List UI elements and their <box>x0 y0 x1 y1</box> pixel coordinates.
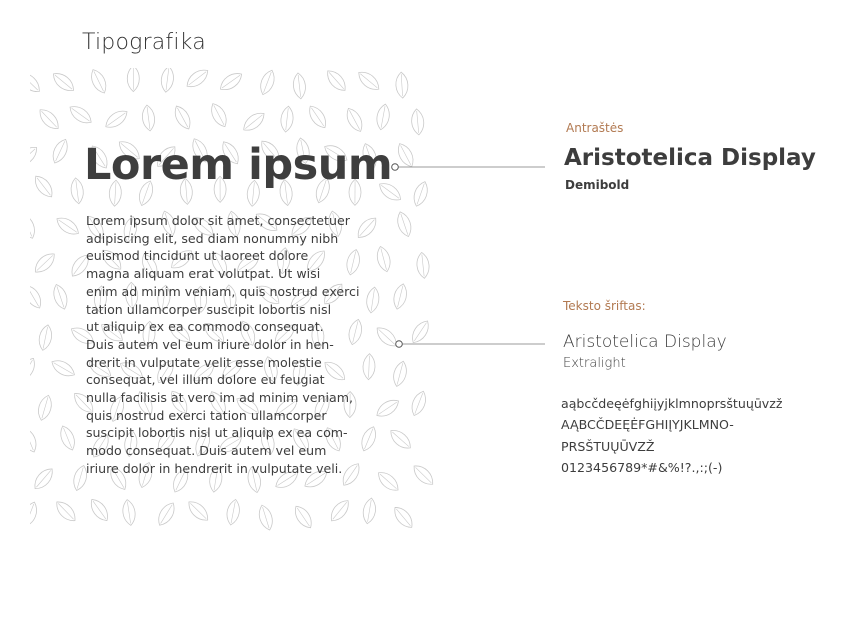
body-text-line: enim ad minim veniam, quis nostrud exerci <box>86 283 360 299</box>
body-text-line: consequat, vel illum dolore eu feugiat <box>86 372 325 388</box>
headings-caption: Antraštės <box>566 121 624 135</box>
headings-font-weight: Demibold <box>565 178 630 192</box>
body-text-line: iriure dolor in hendrerit in vulputate veli. <box>86 460 343 476</box>
character-set <box>561 393 831 478</box>
page-title: Tipografika <box>82 30 206 55</box>
charset-line: 0123456789*#&%!?.,:;(-) <box>561 459 723 475</box>
body-font-caption: Teksto šriftas: <box>563 299 646 313</box>
body-font-name: Aristotelica Display <box>563 332 727 352</box>
body-text-line: Lorem ipsum dolor sit amet, consectetuer <box>86 213 350 228</box>
body-text-line: nulla facilisis at vero im ad minim veniam, <box>86 390 354 406</box>
body-connector <box>396 341 545 348</box>
body-text-line: euismod tincidunt ut laoreet dolore <box>86 248 309 264</box>
charset-line: AĄBCČDEĘĖFGHIĮYJKLMNO- <box>561 417 734 433</box>
body-text-line: suscipit lobortis nisl ut aliquip ex ea com- <box>86 425 348 441</box>
headings-font-name: Aristotelica Display <box>564 145 816 171</box>
body-text-line: quis nostrud exerci tation ullamcorper <box>86 407 327 423</box>
heading-connector <box>392 164 545 171</box>
heading-sample: Lorem ipsum <box>84 140 393 190</box>
body-text-line: ut aliquip ex ea commodo consequat. <box>86 319 324 335</box>
body-font-weight: Extralight <box>563 356 626 371</box>
body-text-line: modo consequat. Duis autem vel eum <box>86 443 327 459</box>
charset-line: PRSŠTUŲŪVZŽ <box>561 438 655 454</box>
body-text-line: Duis autem vel eum iriure dolor in hen- <box>86 336 334 352</box>
body-text-line: drerit in vulputate velit esse molestie <box>86 354 322 370</box>
body-text-line: tation ullamcorper suscipit lobortis nisl <box>86 301 332 317</box>
charset-line: aąbcčdeęėfghiįyjklmnoprsštuųūvzž <box>561 396 783 411</box>
body-text-line: magna aliquam erat volutpat. Ut wisi <box>86 266 321 282</box>
body-text-line: adipiscing elit, sed diam nonummy nibh <box>86 230 339 246</box>
